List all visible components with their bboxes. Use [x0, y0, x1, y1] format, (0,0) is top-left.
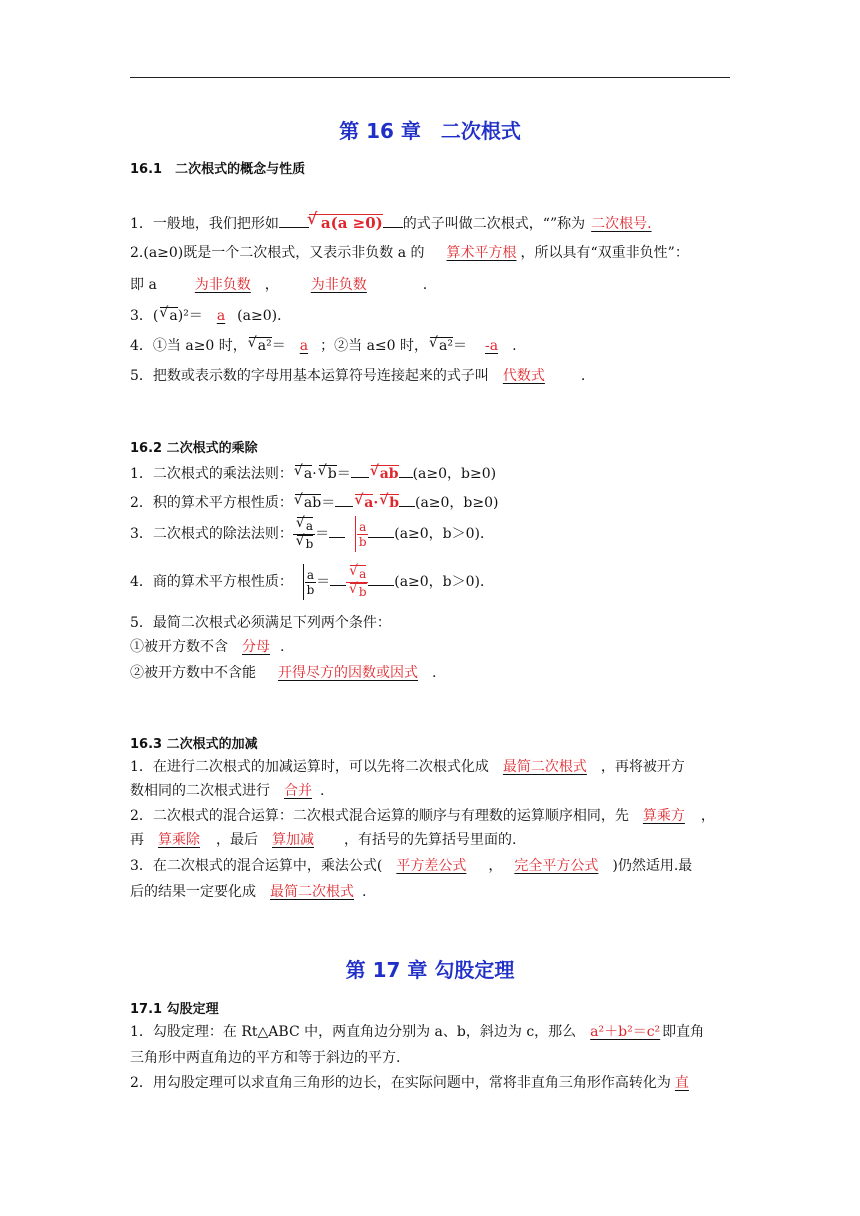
text: 1．二次根式的乘法法则：: [130, 466, 293, 482]
formula-text: a(a ≥0): [320, 214, 383, 232]
chapter-17-title: 第 17 章 勾股定理: [345, 958, 515, 982]
section-17-1-heading: 17.1 勾股定理: [130, 1002, 219, 1017]
blank: [399, 492, 415, 507]
radical: √ a: [160, 307, 177, 324]
answer: 最简二次根式: [502, 759, 587, 775]
text: ，: [264, 277, 279, 293]
radical: √ a²: [430, 337, 453, 354]
s16-2-line-6: [130, 637, 730, 657]
answer: 分母: [242, 639, 270, 655]
blank: [383, 213, 403, 228]
text: ＝: [321, 495, 336, 511]
radical-sign-icon: √: [306, 209, 318, 228]
answer-radical: √ ab: [371, 465, 399, 482]
blank: [329, 523, 345, 538]
text: 3．二次根式的除法法则：: [130, 526, 293, 542]
text: .: [280, 639, 285, 655]
blank: [351, 463, 369, 478]
s16-2-line-3: [130, 516, 730, 552]
answer: 算乘除: [158, 832, 200, 848]
text: 1．勾股定理：在 Rt△ABC 中，两直角边分别为 a、b，斜边为 c，那么: [130, 1024, 577, 1040]
text: .: [320, 783, 325, 799]
s16-3-line-5: [130, 856, 730, 876]
answer: 算术平方根: [446, 245, 517, 261]
radical: √ a: [297, 517, 313, 534]
radical: √ a: [295, 465, 312, 482]
big-radical: [293, 564, 316, 600]
section-16-2-heading: 16.2 二次根式的乘除: [130, 441, 258, 456]
text: 1．一般地，我们把形如: [130, 216, 279, 232]
text: ，有括号的先算括号里面的.: [344, 832, 517, 848]
radical: √ ab: [295, 494, 321, 511]
root-formula: [306, 209, 383, 232]
radical: √ a: [350, 565, 366, 582]
text: ，: [700, 808, 715, 824]
blank: [330, 571, 346, 586]
answer: 直: [674, 1075, 689, 1091]
text: ②被开方数中不含能: [130, 665, 256, 681]
s16-1-line-5: [130, 336, 730, 356]
text: 的式子叫做二次根式，“”称为: [402, 216, 586, 232]
s16-1-line-3: [130, 275, 730, 295]
text: 2．用勾股定理可以求直角三角形的边长，在实际问题中，常将非直角三角形作高转化为: [130, 1075, 671, 1091]
text: (a≥0，b＞0)．: [394, 574, 495, 590]
blank: [335, 492, 353, 507]
text: ＝: [316, 574, 331, 590]
s16-3-line-1: [130, 757, 730, 777]
answer: 算乘方: [642, 808, 685, 824]
s17-1-line-2: 三角形中两直角边的平方和等于斜边的平方.: [130, 1050, 401, 1066]
section-16-3-heading: 16.3 二次根式的加减: [130, 737, 258, 752]
fraction: [305, 568, 316, 597]
text: 4．商的算术平方根性质：: [130, 574, 293, 590]
text: ＝: [452, 338, 467, 354]
text: ·: [373, 495, 379, 511]
blank: [368, 571, 394, 586]
text: )²＝: [177, 308, 203, 324]
radical: √ a²: [249, 337, 272, 354]
text: (a≥0)．: [237, 308, 292, 324]
section-16-1-heading: 16.1 二次根式的概念与性质: [130, 162, 306, 177]
answer: 为非负数: [310, 277, 367, 293]
text: 2．二次根式的混合运算：二次根式混合运算的顺序与有理数的运算顺序相同，先: [130, 808, 629, 824]
text: 5．把数或表示数的字母用基本运算符号连接起来的式子叫: [130, 368, 489, 384]
text: 3．在二次根式的混合运算中，乘法公式(: [130, 858, 383, 874]
blank: [279, 213, 309, 228]
text: )仍然适用.最: [612, 858, 693, 874]
answer-fraction: [346, 565, 368, 600]
text: 2．积的算术平方根性质：: [130, 495, 293, 511]
text: 后的结果一定要化成: [130, 884, 256, 900]
text: .: [422, 277, 428, 293]
s16-2-line-1: [130, 463, 730, 484]
text: ·: [312, 466, 317, 482]
s16-1-line-1: [130, 209, 730, 234]
text: ＝: [315, 526, 330, 542]
radical: √ b: [319, 465, 337, 482]
text: ，: [488, 858, 503, 874]
fraction: [293, 517, 315, 552]
answer-big-radical: [345, 516, 368, 552]
answer: 开得尽方的因数或因式: [278, 665, 418, 681]
answer: 为非负数: [194, 277, 251, 293]
text: 数相同的二次根式进行: [130, 783, 270, 799]
answer-radical: √ b: [380, 494, 399, 511]
radical: √ b: [297, 535, 314, 552]
text: 4．①当 a≥0 时，: [130, 338, 247, 354]
s16-3-line-6: [130, 882, 730, 902]
answer: 算加减: [272, 832, 314, 848]
text: .: [432, 665, 437, 681]
s16-2-line-4: [130, 564, 730, 600]
denominator: b: [358, 534, 367, 549]
denominator: b: [306, 582, 315, 597]
s16-2-line-7: [130, 663, 730, 683]
text: ＝: [271, 338, 286, 354]
s16-2-line-5: 5．最简二次根式必须满足下列两个条件：: [130, 615, 391, 631]
text: (a≥0，b＞0)．: [394, 526, 495, 542]
header-rule: [130, 77, 730, 78]
text: 再: [130, 832, 144, 848]
text: 3．(: [130, 308, 159, 324]
answer: -a: [484, 338, 499, 354]
radical: √ b: [350, 583, 367, 600]
fraction: [357, 520, 368, 549]
s16-1-line-6: [130, 366, 730, 386]
s16-2-line-2: [130, 492, 730, 513]
text: ，最后: [216, 832, 258, 848]
s16-3-line-2: [130, 781, 730, 801]
answer: a: [299, 338, 309, 354]
blank: [368, 523, 394, 538]
answer: 二次根号.: [591, 216, 652, 232]
answer: 平方差公式: [396, 858, 467, 874]
text: 即直角: [662, 1024, 705, 1040]
blank: [399, 463, 413, 478]
text: ，所以具有“双重非负性”：: [520, 245, 689, 261]
text: ，再将被开方: [600, 759, 685, 775]
text: 2.(a≥0)既是一个二次根式，又表示非负数 a 的: [130, 245, 425, 261]
s17-1-line-3: [130, 1073, 730, 1093]
numerator: a: [359, 519, 367, 534]
s16-3-line-4: [130, 830, 730, 850]
answer: a: [216, 308, 226, 324]
answer-radical: √ a: [355, 494, 373, 511]
numerator: a: [306, 567, 315, 582]
text: 即 a: [130, 277, 157, 293]
text: .: [580, 368, 586, 384]
answer: 代数式: [502, 368, 545, 384]
text: .: [362, 884, 367, 900]
text: ；②当 a≤0 时，: [320, 338, 429, 354]
answer: 完全平方公式: [514, 858, 599, 874]
chapter-16-title: 第 16 章 二次根式: [339, 119, 521, 143]
text: 1．在进行二次根式的加减运算时，可以先将二次根式化成: [130, 759, 489, 775]
s16-1-line-4: [130, 306, 730, 326]
s16-3-line-3: [130, 806, 730, 826]
text: ①被开方数不含: [130, 639, 228, 655]
s16-1-line-2: [130, 243, 730, 263]
answer: a²＋b²＝c²: [590, 1024, 661, 1040]
answer: 最简二次根式: [270, 884, 354, 900]
text: ＝: [336, 466, 351, 482]
text: .: [512, 338, 517, 354]
answer: 合并: [284, 783, 312, 799]
s17-1-line-1: [130, 1022, 730, 1042]
text: (a≥0，b≥0): [414, 495, 499, 511]
text: (a≥0，b≥0): [412, 466, 497, 482]
